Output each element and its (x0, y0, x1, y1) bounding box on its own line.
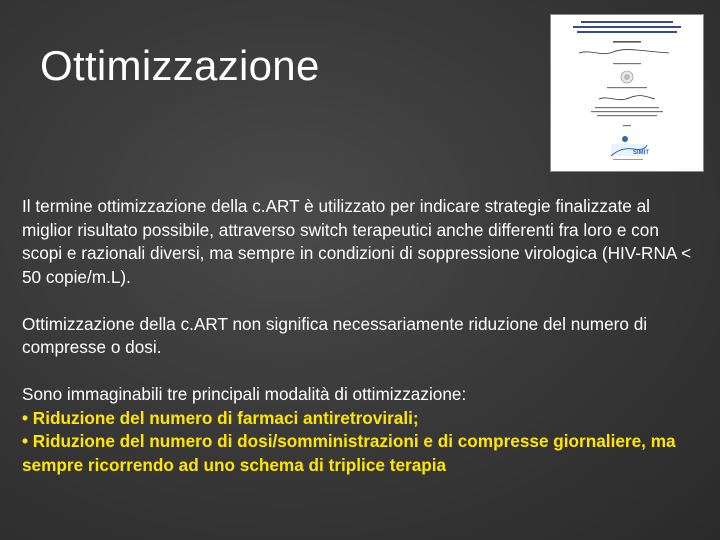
document-thumbnail (550, 14, 704, 172)
bullet-item-2: • Riduzione del numero di dosi/somministrazioni e di compresse giornaliere, ma sempre ricorrendo ad uno schema di triplice terapia (22, 431, 676, 475)
paragraph-modalities-intro: Sono immaginabili tre principali modalità di ottimizzazione: (22, 384, 467, 404)
paragraph-definition: Il termine ottimizzazione della c.ART è utilizzato per indicare strategie finalizzate al miglior risultato possibile, attraverso switch terapeutici anche differenti fra loro e con scopi e razionali diversi, ma sempre in condizioni di soppressione virologica (HIV-RNA < 50 copie/m.L). (22, 196, 692, 287)
bullet-item-1: • Riduzione del numero di farmaci antiretrovirali; (22, 407, 419, 428)
document-cover-image (551, 15, 703, 171)
slide-body (22, 195, 692, 477)
paragraph-modalities (22, 383, 692, 477)
simit-logo-text: SIMIT (633, 150, 649, 156)
slide-title: Ottimizzazione (40, 42, 320, 89)
paragraph-note: Ottimizzazione della c.ART non significa necessariamente riduzione del numero di compresse o dosi. (22, 313, 648, 357)
